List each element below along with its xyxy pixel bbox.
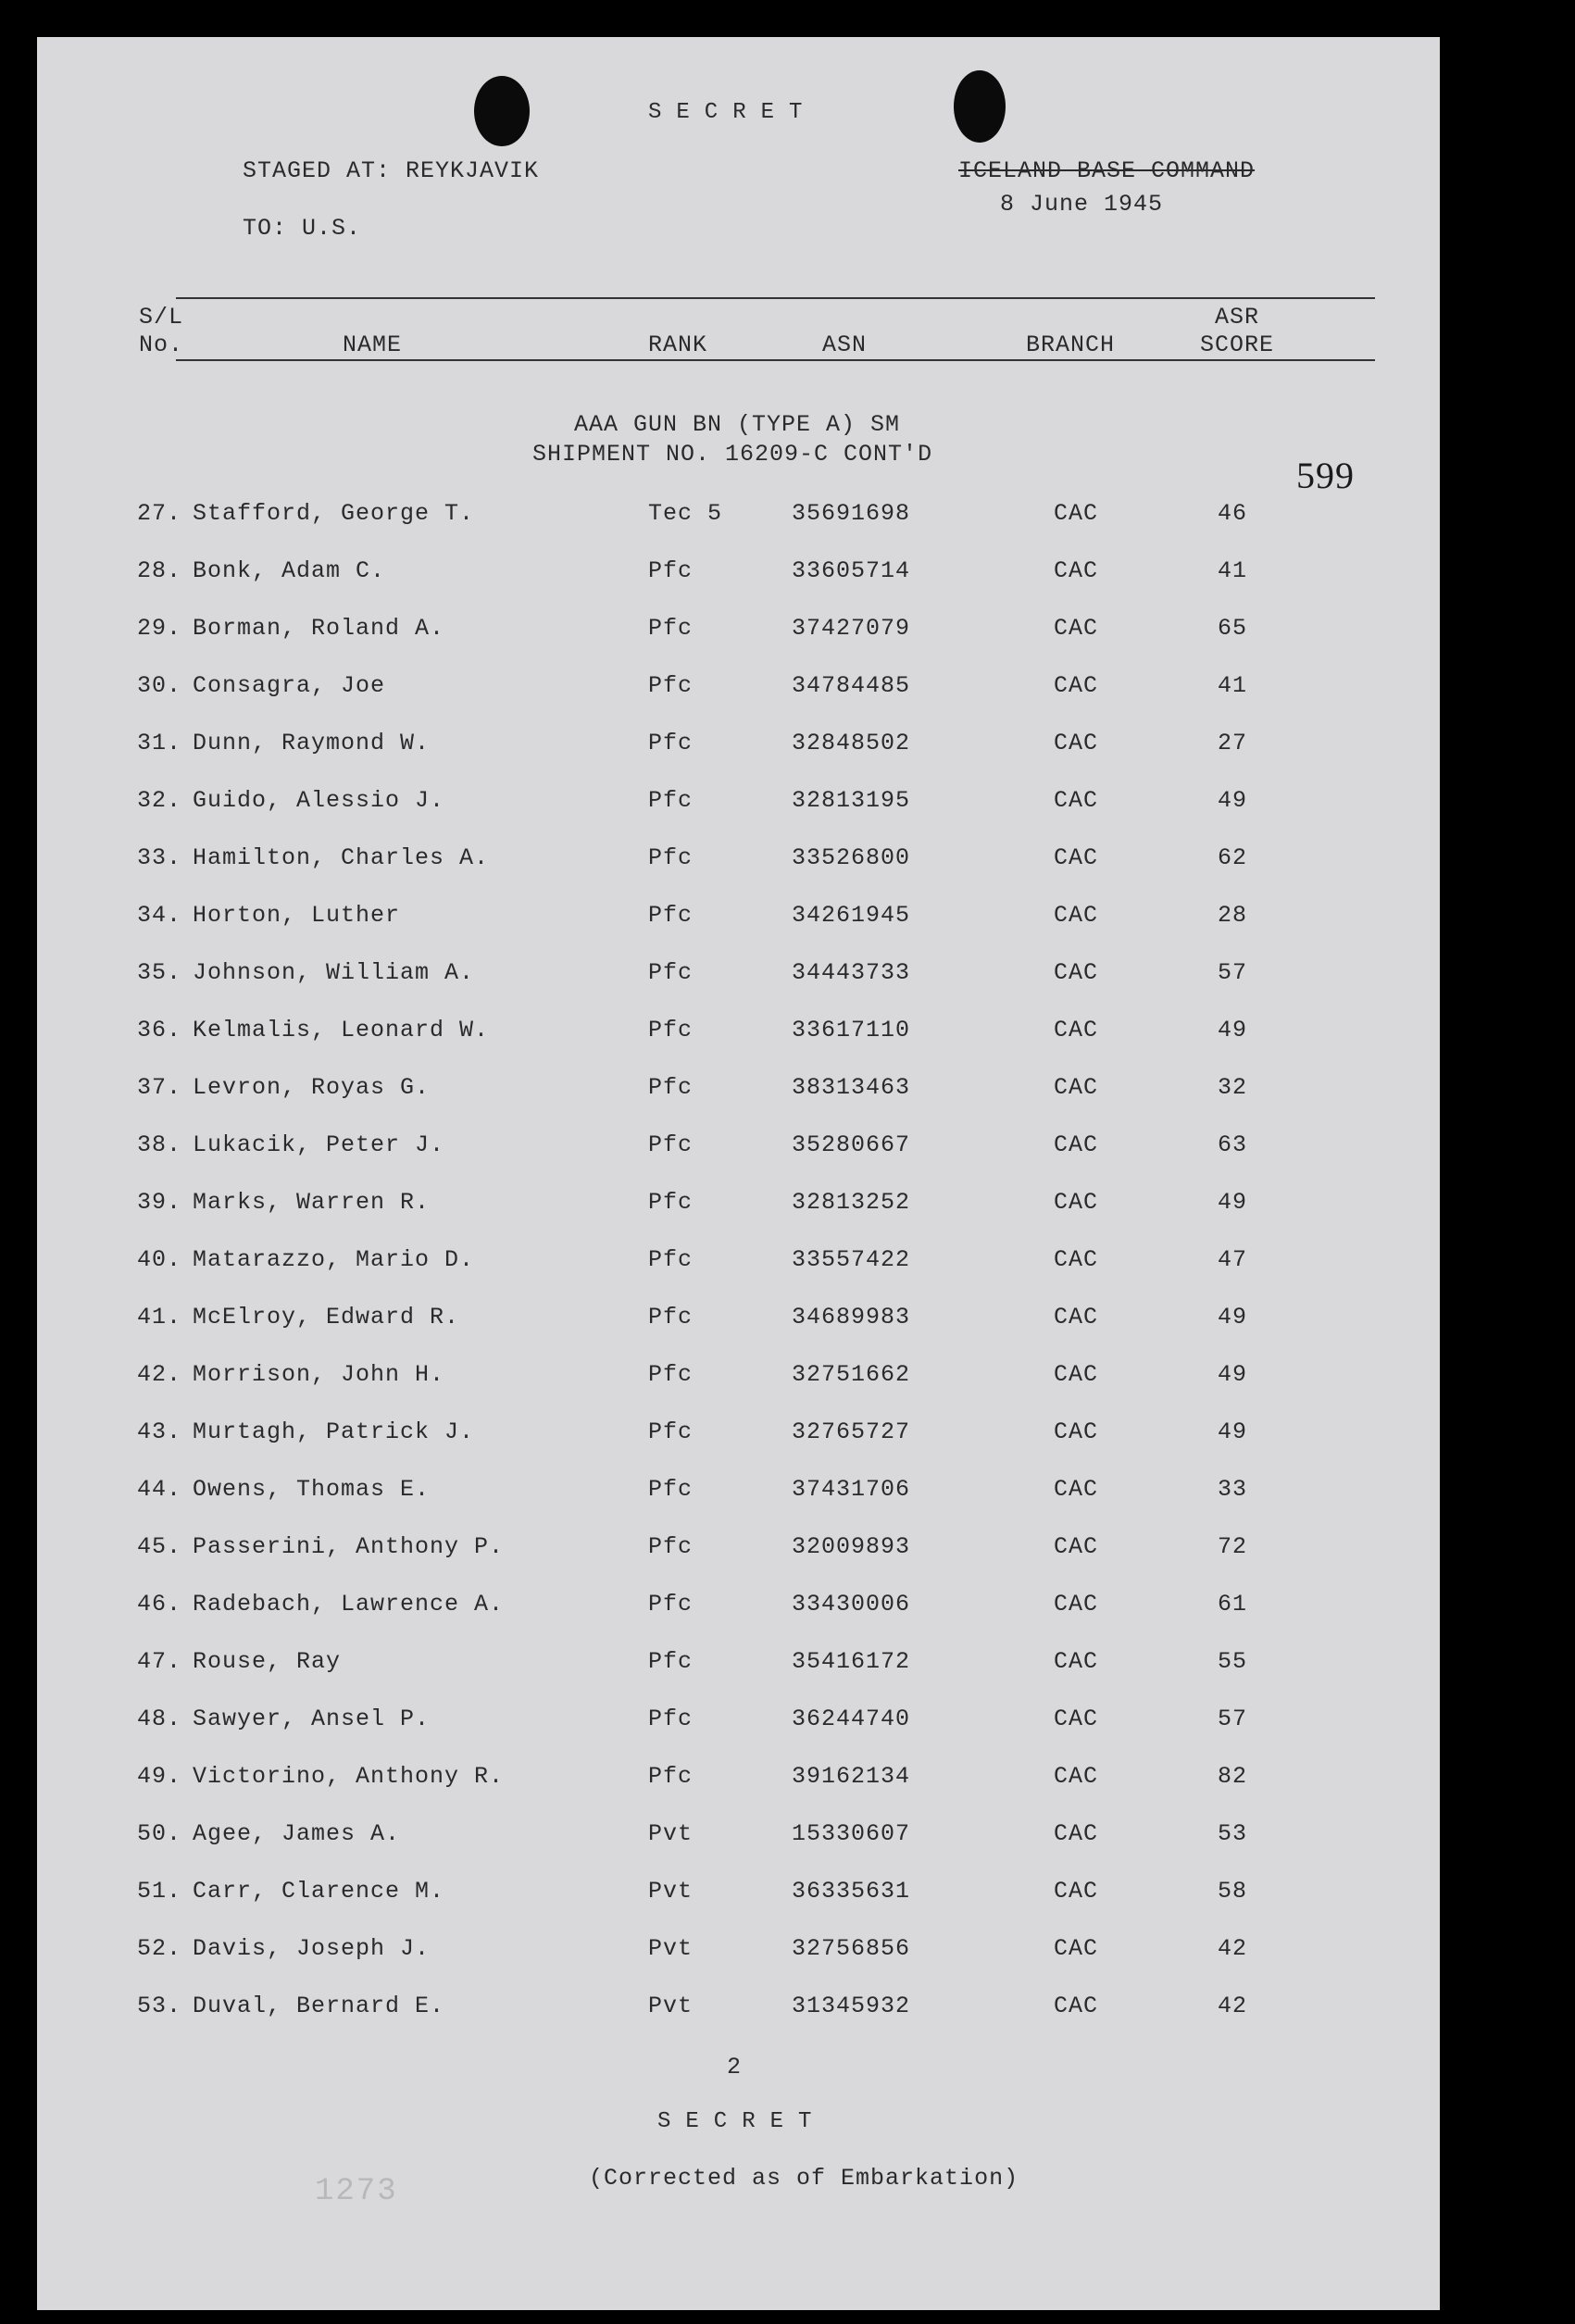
- cell-name: Radebach, Lawrence A.: [193, 1591, 505, 1618]
- cell-sl: 36.: [137, 1017, 182, 1043]
- cell-asn: 34443733: [792, 959, 911, 986]
- column-header-sl-line1: S/L: [139, 304, 184, 331]
- cell-branch: CAC: [1054, 1476, 1099, 1503]
- cell-rank: Pfc: [648, 1533, 694, 1560]
- cell-name: Dunn, Raymond W.: [193, 730, 431, 756]
- cell-name: Murtagh, Patrick J.: [193, 1418, 475, 1445]
- cell-asn: 33605714: [792, 557, 911, 584]
- cell-branch: CAC: [1054, 787, 1099, 814]
- cell-name: Horton, Luther: [193, 902, 401, 929]
- cell-sl: 32.: [137, 787, 182, 814]
- cell-branch: CAC: [1054, 1878, 1099, 1905]
- cell-score: 82: [1218, 1763, 1248, 1790]
- cell-name: Owens, Thomas E.: [193, 1476, 431, 1503]
- cell-name: Borman, Roland A.: [193, 615, 445, 642]
- cell-rank: Pvt: [648, 1993, 694, 2019]
- cell-score: 57: [1218, 959, 1248, 986]
- cell-branch: CAC: [1054, 1706, 1099, 1732]
- cell-name: Marks, Warren R.: [193, 1189, 431, 1216]
- cell-name: Victorino, Anthony R.: [193, 1763, 505, 1790]
- cell-rank: Pfc: [648, 615, 694, 642]
- cell-branch: CAC: [1054, 902, 1099, 929]
- staged-at: STAGED AT: REYKJAVIK: [243, 157, 540, 184]
- cell-branch: CAC: [1054, 1763, 1099, 1790]
- table-row: [37, 1131, 1440, 1168]
- cell-rank: Pfc: [648, 1476, 694, 1503]
- cell-asn: 39162134: [792, 1763, 911, 1790]
- cell-sl: 27.: [137, 500, 182, 527]
- cell-score: 57: [1218, 1706, 1248, 1732]
- column-header-name: NAME: [343, 331, 403, 358]
- cell-asn: 33430006: [792, 1591, 911, 1618]
- cell-asn: 36244740: [792, 1706, 911, 1732]
- cell-score: 46: [1218, 500, 1248, 527]
- cell-asn: 32813252: [792, 1189, 911, 1216]
- cell-branch: CAC: [1054, 1304, 1099, 1331]
- table-row: [37, 1706, 1440, 1743]
- cell-name: Kelmalis, Leonard W.: [193, 1017, 490, 1043]
- cell-score: 49: [1218, 1361, 1248, 1388]
- cell-sl: 34.: [137, 902, 182, 929]
- table-row: [37, 902, 1440, 939]
- cell-asn: 37427079: [792, 615, 911, 642]
- table-row: [37, 672, 1440, 709]
- table-row: [37, 1993, 1440, 2030]
- cell-score: 61: [1218, 1591, 1248, 1618]
- cell-sl: 28.: [137, 557, 182, 584]
- cell-name: Bonk, Adam C.: [193, 557, 386, 584]
- cell-rank: Pfc: [648, 1304, 694, 1331]
- cell-score: 28: [1218, 902, 1248, 929]
- cell-asn: 34689983: [792, 1304, 911, 1331]
- cell-rank: Pvt: [648, 1820, 694, 1847]
- cell-sl: 47.: [137, 1648, 182, 1675]
- cell-branch: CAC: [1054, 1648, 1099, 1675]
- cell-name: Duval, Bernard E.: [193, 1993, 445, 2019]
- cell-rank: Pfc: [648, 1591, 694, 1618]
- cell-rank: Pfc: [648, 787, 694, 814]
- cell-sl: 33.: [137, 844, 182, 871]
- cell-sl: 31.: [137, 730, 182, 756]
- cell-sl: 37.: [137, 1074, 182, 1101]
- cell-sl: 49.: [137, 1763, 182, 1790]
- cell-score: 47: [1218, 1246, 1248, 1273]
- page-number: 2: [727, 2054, 743, 2080]
- cell-branch: CAC: [1054, 672, 1099, 699]
- table-row: [37, 1017, 1440, 1054]
- table-row: [37, 1763, 1440, 1800]
- cell-name: Consagra, Joe: [193, 672, 386, 699]
- page-stamp: 599: [1296, 455, 1355, 496]
- cell-asn: 32848502: [792, 730, 911, 756]
- classification-top: SECRET: [648, 100, 818, 125]
- cell-asn: 32756856: [792, 1935, 911, 1962]
- table-row: [37, 787, 1440, 824]
- cell-asn: 35691698: [792, 500, 911, 527]
- cell-score: 65: [1218, 615, 1248, 642]
- cell-score: 42: [1218, 1935, 1248, 1962]
- correction-note: (Corrected as of Embarkation): [589, 2165, 1019, 2192]
- cell-score: 72: [1218, 1533, 1248, 1560]
- column-header-asr-score: [1200, 304, 1274, 359]
- cell-asn: 32813195: [792, 787, 911, 814]
- cell-sl: 48.: [137, 1706, 182, 1732]
- cell-asn: 34784485: [792, 672, 911, 699]
- cell-branch: CAC: [1054, 1820, 1099, 1847]
- cell-branch: CAC: [1054, 1935, 1099, 1962]
- cell-sl: 53.: [137, 1993, 182, 2019]
- cell-name: Lukacik, Peter J.: [193, 1131, 445, 1158]
- cell-rank: Pfc: [648, 1648, 694, 1675]
- column-header-asn: ASN: [822, 331, 868, 358]
- cell-sl: 51.: [137, 1878, 182, 1905]
- table-row: [37, 557, 1440, 594]
- table-row: [37, 1189, 1440, 1226]
- cell-sl: 30.: [137, 672, 182, 699]
- column-header-asr-line1: ASR: [1215, 304, 1260, 331]
- cell-asn: 32009893: [792, 1533, 911, 1560]
- cell-asn: 34261945: [792, 902, 911, 929]
- cell-score: 55: [1218, 1648, 1248, 1675]
- table-row: [37, 1591, 1440, 1628]
- cell-score: 49: [1218, 1017, 1248, 1043]
- cell-branch: CAC: [1054, 844, 1099, 871]
- table-row: [37, 1820, 1440, 1857]
- cell-score: 41: [1218, 557, 1248, 584]
- cell-asn: 33557422: [792, 1246, 911, 1273]
- cell-name: Guido, Alessio J.: [193, 787, 445, 814]
- cell-score: 42: [1218, 1993, 1248, 2019]
- cell-name: Passerini, Anthony P.: [193, 1533, 505, 1560]
- table-row: [37, 1533, 1440, 1570]
- cell-rank: Pfc: [648, 557, 694, 584]
- destination: TO: U.S.: [243, 215, 362, 242]
- cell-asn: 31345932: [792, 1993, 911, 2019]
- cell-rank: Pfc: [648, 1246, 694, 1273]
- cell-asn: 32751662: [792, 1361, 911, 1388]
- cell-score: 58: [1218, 1878, 1248, 1905]
- cell-rank: Pvt: [648, 1878, 694, 1905]
- cell-name: Johnson, William A.: [193, 959, 475, 986]
- shipment-number: SHIPMENT NO. 16209-C CONT'D: [532, 441, 933, 468]
- cell-sl: 41.: [137, 1304, 182, 1331]
- cell-asn: 38313463: [792, 1074, 911, 1101]
- table-row: [37, 1304, 1440, 1341]
- cell-sl: 52.: [137, 1935, 182, 1962]
- table-row: [37, 844, 1440, 881]
- table-row: [37, 1074, 1440, 1111]
- cell-asn: 33526800: [792, 844, 911, 871]
- cell-name: Davis, Joseph J.: [193, 1935, 431, 1962]
- cell-branch: CAC: [1054, 1189, 1099, 1216]
- cell-rank: Pfc: [648, 1418, 694, 1445]
- cell-sl: 35.: [137, 959, 182, 986]
- cell-score: 53: [1218, 1820, 1248, 1847]
- cell-branch: CAC: [1054, 1131, 1099, 1158]
- cell-name: Sawyer, Ansel P.: [193, 1706, 431, 1732]
- cell-branch: CAC: [1054, 1418, 1099, 1445]
- cell-asn: 32765727: [792, 1418, 911, 1445]
- cell-sl: 44.: [137, 1476, 182, 1503]
- cell-score: 49: [1218, 1304, 1248, 1331]
- cell-sl: 45.: [137, 1533, 182, 1560]
- cell-rank: Pfc: [648, 672, 694, 699]
- classification-bottom: SECRET: [657, 2109, 827, 2134]
- cell-branch: CAC: [1054, 1017, 1099, 1043]
- cell-asn: 15330607: [792, 1820, 911, 1847]
- cell-rank: Pfc: [648, 1074, 694, 1101]
- cell-asn: 35280667: [792, 1131, 911, 1158]
- cell-branch: CAC: [1054, 1361, 1099, 1388]
- cell-sl: 43.: [137, 1418, 182, 1445]
- column-header-asr-line2: SCORE: [1200, 331, 1275, 358]
- cell-score: 49: [1218, 1418, 1248, 1445]
- table-row: [37, 615, 1440, 652]
- cell-rank: Pfc: [648, 730, 694, 756]
- punch-hole-right: [954, 70, 1006, 143]
- table-row: [37, 1476, 1440, 1513]
- cell-sl: 42.: [137, 1361, 182, 1388]
- cell-rank: Pfc: [648, 1017, 694, 1043]
- cell-rank: Pfc: [648, 959, 694, 986]
- cell-asn: 36335631: [792, 1878, 911, 1905]
- cell-branch: CAC: [1054, 1074, 1099, 1101]
- cell-branch: CAC: [1054, 557, 1099, 584]
- cell-sl: 50.: [137, 1820, 182, 1847]
- cell-rank: Pfc: [648, 1361, 694, 1388]
- table-row: [37, 500, 1440, 537]
- cell-sl: 38.: [137, 1131, 182, 1158]
- punch-hole-left: [474, 76, 530, 146]
- table-row: [37, 1246, 1440, 1283]
- cell-rank: Pfc: [648, 1763, 694, 1790]
- cell-score: 62: [1218, 844, 1248, 871]
- cell-branch: CAC: [1054, 959, 1099, 986]
- faint-stamp: 1273: [315, 2174, 398, 2209]
- cell-sl: 39.: [137, 1189, 182, 1216]
- cell-name: Matarazzo, Mario D.: [193, 1246, 475, 1273]
- cell-name: Agee, James A.: [193, 1820, 401, 1847]
- cell-name: Hamilton, Charles A.: [193, 844, 490, 871]
- cell-asn: 33617110: [792, 1017, 911, 1043]
- table-row: [37, 1418, 1440, 1456]
- table-row: [37, 1878, 1440, 1915]
- cell-score: 33: [1218, 1476, 1248, 1503]
- cell-score: 41: [1218, 672, 1248, 699]
- cell-rank: Pfc: [648, 1131, 694, 1158]
- cell-rank: Pfc: [648, 1706, 694, 1732]
- cell-rank: Tec 5: [648, 500, 723, 527]
- cell-rank: Pfc: [648, 1189, 694, 1216]
- cell-asn: 35416172: [792, 1648, 911, 1675]
- cell-branch: CAC: [1054, 1246, 1099, 1273]
- document-page: [37, 37, 1440, 2310]
- header-rule-top: [176, 297, 1375, 299]
- table-row: [37, 1648, 1440, 1685]
- column-header-rank: RANK: [648, 331, 708, 358]
- column-header-branch: BRANCH: [1026, 331, 1116, 358]
- table-row: [37, 959, 1440, 996]
- document-date: 8 June 1945: [1000, 191, 1164, 218]
- cell-name: Rouse, Ray: [193, 1648, 342, 1675]
- column-header-sl: [139, 304, 183, 359]
- table-row: [37, 1361, 1440, 1398]
- cell-name: Morrison, John H.: [193, 1361, 445, 1388]
- table-row: [37, 730, 1440, 767]
- cell-branch: CAC: [1054, 500, 1099, 527]
- command-name: ICELAND BASE COMMAND: [958, 157, 1256, 184]
- cell-rank: Pvt: [648, 1935, 694, 1962]
- unit-title: AAA GUN BN (TYPE A) SM: [574, 411, 901, 438]
- cell-rank: Pfc: [648, 844, 694, 871]
- cell-name: Carr, Clarence M.: [193, 1878, 445, 1905]
- cell-asn: 37431706: [792, 1476, 911, 1503]
- column-header-sl-line2: No.: [139, 331, 184, 358]
- cell-name: Levron, Royas G.: [193, 1074, 431, 1101]
- cell-score: 63: [1218, 1131, 1248, 1158]
- cell-score: 49: [1218, 787, 1248, 814]
- cell-score: 49: [1218, 1189, 1248, 1216]
- cell-sl: 29.: [137, 615, 182, 642]
- cell-score: 32: [1218, 1074, 1248, 1101]
- cell-branch: CAC: [1054, 1993, 1099, 2019]
- cell-name: Stafford, George T.: [193, 500, 475, 527]
- cell-sl: 46.: [137, 1591, 182, 1618]
- cell-branch: CAC: [1054, 1533, 1099, 1560]
- cell-rank: Pfc: [648, 902, 694, 929]
- cell-sl: 40.: [137, 1246, 182, 1273]
- cell-branch: CAC: [1054, 1591, 1099, 1618]
- table-row: [37, 1935, 1440, 1972]
- cell-branch: CAC: [1054, 730, 1099, 756]
- cell-name: McElroy, Edward R.: [193, 1304, 460, 1331]
- header-rule-bottom: [176, 359, 1375, 361]
- cell-score: 27: [1218, 730, 1248, 756]
- cell-branch: CAC: [1054, 615, 1099, 642]
